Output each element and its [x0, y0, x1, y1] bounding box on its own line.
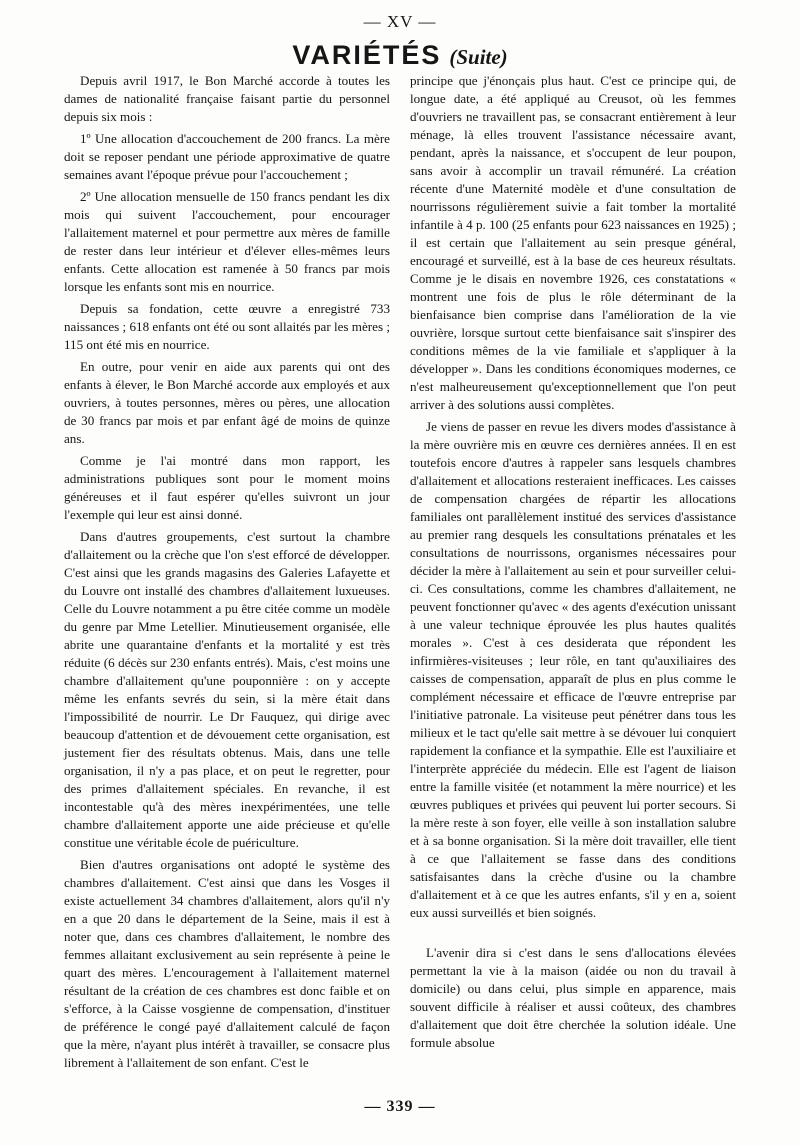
right-text-column — [410, 72, 736, 1056]
paragraph-modes-assistance: Je viens de passer en revue les divers modes d'assistance à la mère ouvrière mis en œuvre ces dernières années. Il en est toutefois encore d'autres à rappeler sans lesquels chambres d'allaitement et allocations resteraient inefficaces. Les caisses de compensation chargées de répartir les allocations familiales ont parallèlement institué des services d'assistance au premier rang desquels les consultations prénatales et les consultations de nourrissons, organismes nécessaires pour décider la mère à l'allaitement au sein et pour surveiller celui-ci. Ces consultations, comme les chambres d'allaitement, ne peuvent fonctionner qu'avec « des agents d'exécution unissant à une valeur technique éprouvée les plus hautes qualités morales ». C'est à ces desiderata que répondent les infirmières-visiteuses ; leur rôle, en tant qu'auxiliaires des caisses de compensation, apparaît de plus en plus comme le complément nécessaire et efficace de l'œuvre entreprise par l'initiative patronale. La visiteuse peut pénétrer dans tous les milieux et le tact qu'elle sait mettre à se dévouer lui conquiert rapidement la confiance et la sympathie. Elle est l'auxiliaire et l'interprète appréciée du médecin. Elle est l'agent de liaison entre la famille visitée (et notamment la mère nourrice) et les œuvres publiques et privées qui peuvent lui porter secours. Si la mère reste à son foyer, elle veille à son installation salubre et à sa bonne organisation. Si la mère doit travailler, elle tient à ce que l'allaitement se fasse dans des conditions satisfaisantes dans la crèche d'usine ou la chambre d'allaitement et à ce que les autres enfants, s'il y en a, soient eux aussi surveillés et bien soignés. — [410, 419, 736, 920]
roman-page-folio: — XV — — [363, 12, 437, 31]
left-text-column — [64, 72, 390, 1076]
section-title — [0, 40, 800, 75]
paragraph-allocation-enfants: En outre, pour venir en aide aux parents qui ont des enfants à élever, le Bon Marché accorde aux employés et aux ouvriers, à toutes personnes, mères ou pères, une allocation de 30 francs par mois et par enfant âgé de moins de quinze ans. — [64, 359, 390, 446]
paragraph-vosges: Bien d'autres organisations ont adopté le système des chambres d'allaitement. C'est ainsi que dans les Vosges il existe actuellement 34 chambres d'allaitement, alors qu'il n'y en a que 20 dans le département de la Seine, mais il est à noter que, dans ces chambres d'allaitement, le nombre des femmes allaitant exclusivement au sein représente à peine le quart des mères. L'encouragement à l'allaitement maternel résultant de la création de ces chambres est donc faible et on s'efforce, à la Caisse vosgienne de compensation, d'instituer de préférence le congé payé d'allaitement calculé de façon que la mère, n'ayant plus intérêt à travailler, se consacre plus librement à l'allaitement de son enfant. C'est le — [64, 857, 390, 1070]
paragraph-administrations: Comme je l'ai montré dans mon rapport, les administrations publiques sont pour le moment moins généreuses et il faut espérer qu'elles suivront un jour l'exemple qui leur est ainsi donné. — [64, 453, 390, 522]
paragraph-allocation-accouchement: 1º Une allocation d'accouchement de 200 francs. La mère doit se reposer pendant une période approximative de quatre semaines avant l'époque prévue pour l'accouchement ; — [64, 131, 390, 182]
paragraph-avenir: L'avenir dira si c'est dans le sens d'allocations élevées permettant la vie à la maison (aidée ou non du travail à domicile) ou dans celui, plus simple en apparence, mais souvent difficile à réaliser et aussi coûteux, des chambres d'allaitement que doit être cherchée la solution idéale. Une formule absolue — [410, 945, 736, 1050]
paragraph-chambre-allaitement: Dans d'autres groupements, c'est surtout la chambre d'allaitement ou la crèche que l'on s'est efforcé de développer. C'est ainsi que les grands magasins des Galeries Lafayette et du Louvre ont installé des chambres d'allaitement luxueuses. Celle du Louvre notamment a pu être citée comme un modèle du genre par Mme Letellier. Minutieusement organisée, elle abrite une quarantaine d'enfants et la mortalité y est très réduite (6 décès sur 230 enfants entrés). Mais, c'est moins une chambre d'allaitement qu'une pouponnière : on y accepte même les enfants sevrés du sein, si la mère était dans l'impossibilité de nourrir. Le Dr Fauquez, qui dirige avec beaucoup d'attention et de dévouement cette organisation, est justement fier des résultats obtenus. Mais, dans une telle organisation, il n'y a pas place, et on peut le regretter, pour des primes d'allaitement spéciales. En revanche, il est incontestable qu'à des mères inexpérimentées, une telle chambre d'allaitement apporte une aide précieuse et qu'elle constitue une véritable école de puériculture. — [64, 529, 390, 850]
paragraph-creusot: principe que j'énonçais plus haut. C'est ce principe qui, de longue date, a été appliqué au Creusot, où les femmes d'ouvriers ne travaillent pas, se consacrant entièrement à leur ménage, là elles trouvent l'assistance nécessaire avant, pendant, après la naissance, et s'occupent de leur poupon, sans avoir à accomplir un travail rémunéré. La création récente d'une Maternité modèle et d'une consultation de nourrissons régulièrement suivie a fait tomber la mortalité infantile à 4 p. 100 (25 enfants pour 623 naissances en 1925) ; il est certain que l'allaitement au sein presque général, encouragé et surveillé, est à la base de ces heureux résultats. Comme je le disais en novembre 1926, ces constatations « montrent une fois de plus le rôle déterminant de la bienfaisance bien comprise dans l'amélioration de la vie ouvrière, lorsque surtout cette bienfaisance sait s'inspirer des conditions mêmes de la vie familiale et s'appliquer à la développer ». Dans les conditions économiques modernes, ce n'est malheureusement qu'exceptionnellement que l'on peut arriver à des solutions aussi complètes. — [410, 73, 736, 412]
page-number: — 339 — — [364, 1098, 436, 1115]
paragraph-bon-marche-intro: Depuis avril 1917, le Bon Marché accorde à toutes les dames de nationalité française faisant partie du personnel depuis six mois : — [64, 73, 390, 124]
paragraph-allocation-mensuelle: 2º Une allocation mensuelle de 150 francs pendant les dix mois qui suivent l'accouchement, pour encourager l'allaitement maternel et pour permettre aux mères de famille de rester dans leur intérieur et d'élever elles-mêmes leurs enfants. Cette allocation est ramenée à 50 francs par mois lorsque les enfants sont mis en nourrice. — [64, 189, 390, 294]
section-title-main: VARIÉTÉS — [292, 40, 442, 70]
paragraph-naissances: Depuis sa fondation, cette œuvre a enregistré 733 naissances ; 618 enfants ont été ou sont allaités par les mères ; 115 ont été mis en nourrice. — [64, 301, 390, 352]
section-title-suffix: (Suite) — [449, 45, 508, 69]
